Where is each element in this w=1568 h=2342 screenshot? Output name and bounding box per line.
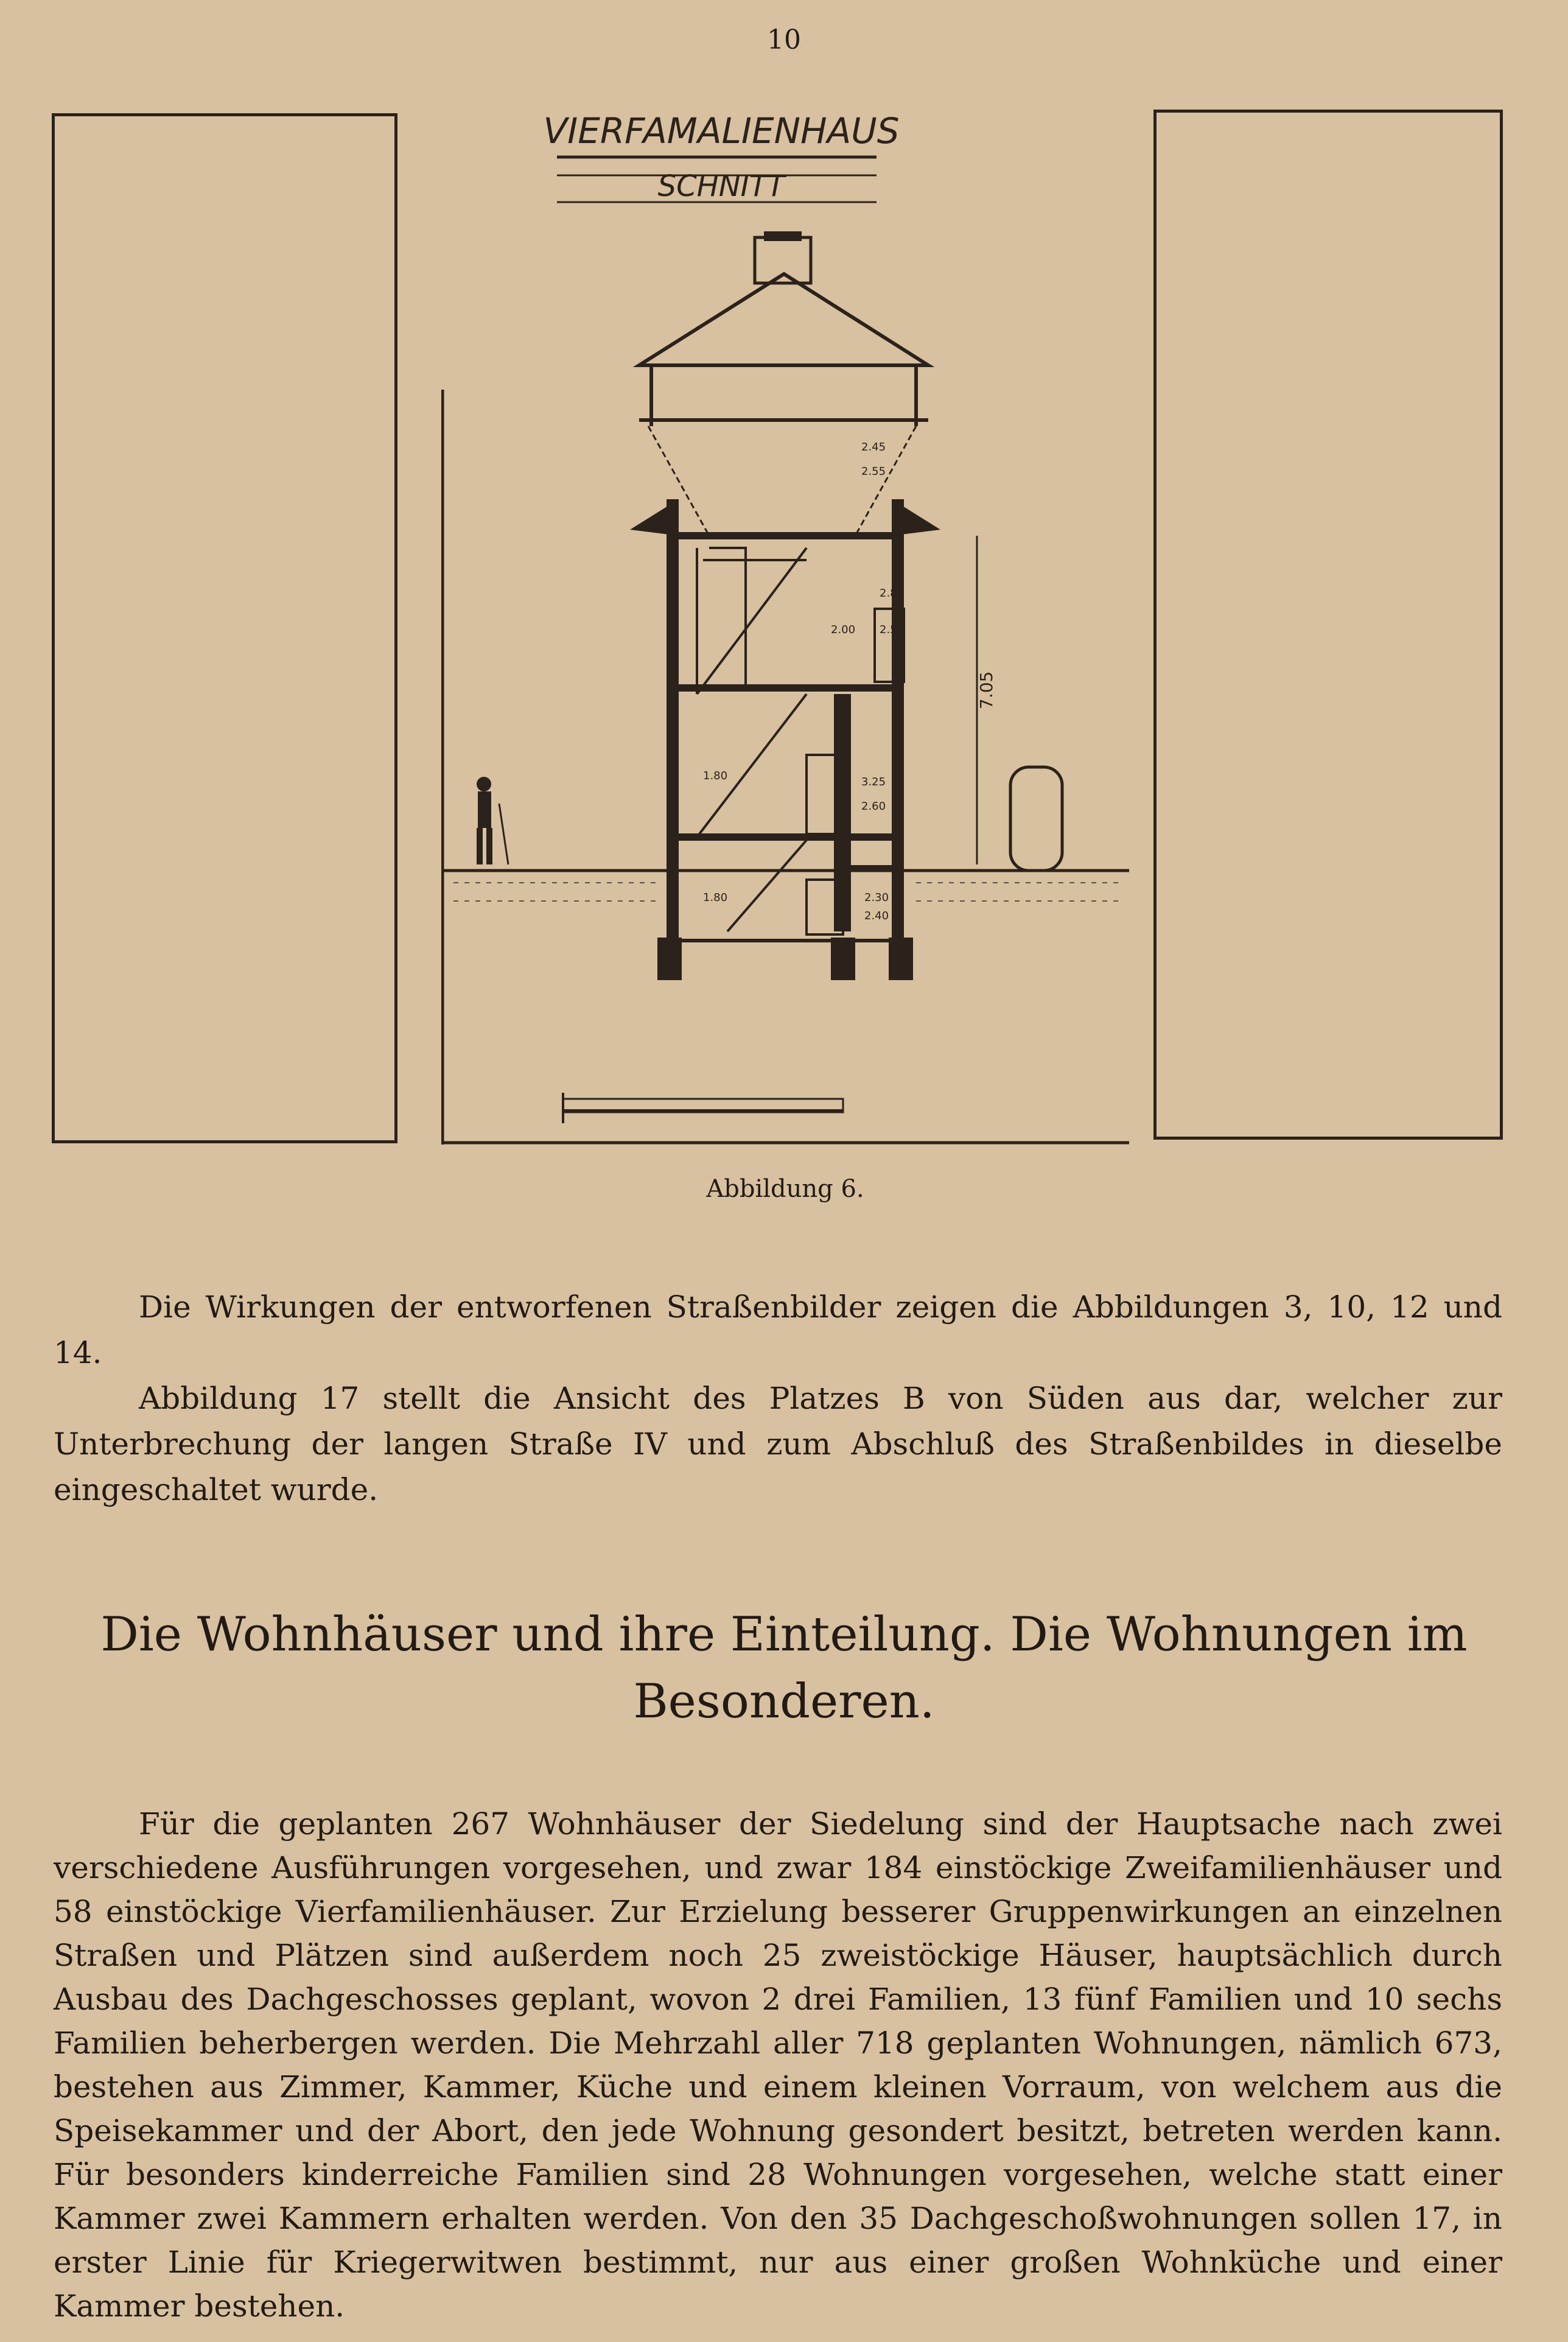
page-number: 10 xyxy=(767,24,801,55)
dim-label-6: 3.25 xyxy=(861,776,886,788)
dim-label-9: 2.30 xyxy=(864,891,889,904)
drawing-title-line2: SCHNITT xyxy=(657,169,785,203)
drawing-title-line1: VIERFAMALIENHAUS xyxy=(543,110,900,152)
dim-label-3: 2.00 xyxy=(831,623,856,636)
dim-label-10: 2.40 xyxy=(864,910,889,922)
paragraph-1: Die Wirkungen der entworfenen Straßenbilder zeigen die Abbildungen 3, 10, 12 und 14. xyxy=(54,1289,1502,1370)
paragraph-2: Abbildung 17 stellt die Ansicht des Platzes B von Süden aus dar, welcher zur Unterbrechung der langen Straße IV und zum Abschluß des Straßenbildes in dieselbe eingeschaltet wurde. xyxy=(54,1381,1502,1507)
roof xyxy=(639,274,928,365)
person-figure xyxy=(477,777,508,864)
staircase xyxy=(697,548,807,931)
figure-caption: Abbildung 6. xyxy=(706,1175,864,1203)
paragraph-3: Für die geplanten 267 Wohnhäuser der Siedelung sind der Hauptsache nach zwei verschiedene Ausführungen vorgesehen, und zwar 184 einstöckige Zweifamilienhäuser und 58 einstöckige Vierfamilienhäuser. Zur Erzielung besserer Gruppenwirkungen an einzelnen Straßen und Plätzen sind außerdem noch 25 zweistöckige Häuser, hauptsächlich durch Ausbau des Dachgeschosses geplant, wovon 2 drei Familien, 13 fünf Familien und 10 sechs Familien beherbergen werden. Die Mehrzahl aller 718 geplanten Wohnungen, nämlich 673, bestehen aus Zimmer, Kammer, Küche und einem kleinen Vorraum, von welchem aus die Speisekammer und der Abort, den jede Wohnung gesondert besitzt, betreten werden kann. Für besonders kinderreiche Familien sind 28 Wohnungen vorgesehen, welche statt einer Kammer zwei Kammern erhalten werden. Von den 35 Dachgeschoßwohnungen sollen 17, in erster Linie für Kriegerwitwen bestimmt, nur aus einer großen Wohnküche und einer Kammer bestehen. xyxy=(54,1806,1502,2324)
house-section-drawing xyxy=(441,110,1129,1145)
empty-frame-right xyxy=(1153,110,1503,1140)
dim-label-7: 2.60 xyxy=(861,800,886,813)
empty-frame-left xyxy=(52,113,397,1143)
dim-label-8: 1.80 xyxy=(703,770,728,782)
dim-label-0: 7.05 xyxy=(976,671,996,709)
dim-label-5: 2.50 xyxy=(880,623,905,636)
dim-label-11: 1.80 xyxy=(703,891,728,904)
dim-label-2: 2.55 xyxy=(861,465,886,478)
section-heading: Die Wohnhäuser und ihre Einteilung. Die Wohnungen im Besonderen. xyxy=(100,1607,1468,1729)
dim-label-4: 2.80 xyxy=(880,587,905,600)
dim-label-1: 2.45 xyxy=(861,441,886,454)
garden-shrub xyxy=(1010,767,1062,871)
